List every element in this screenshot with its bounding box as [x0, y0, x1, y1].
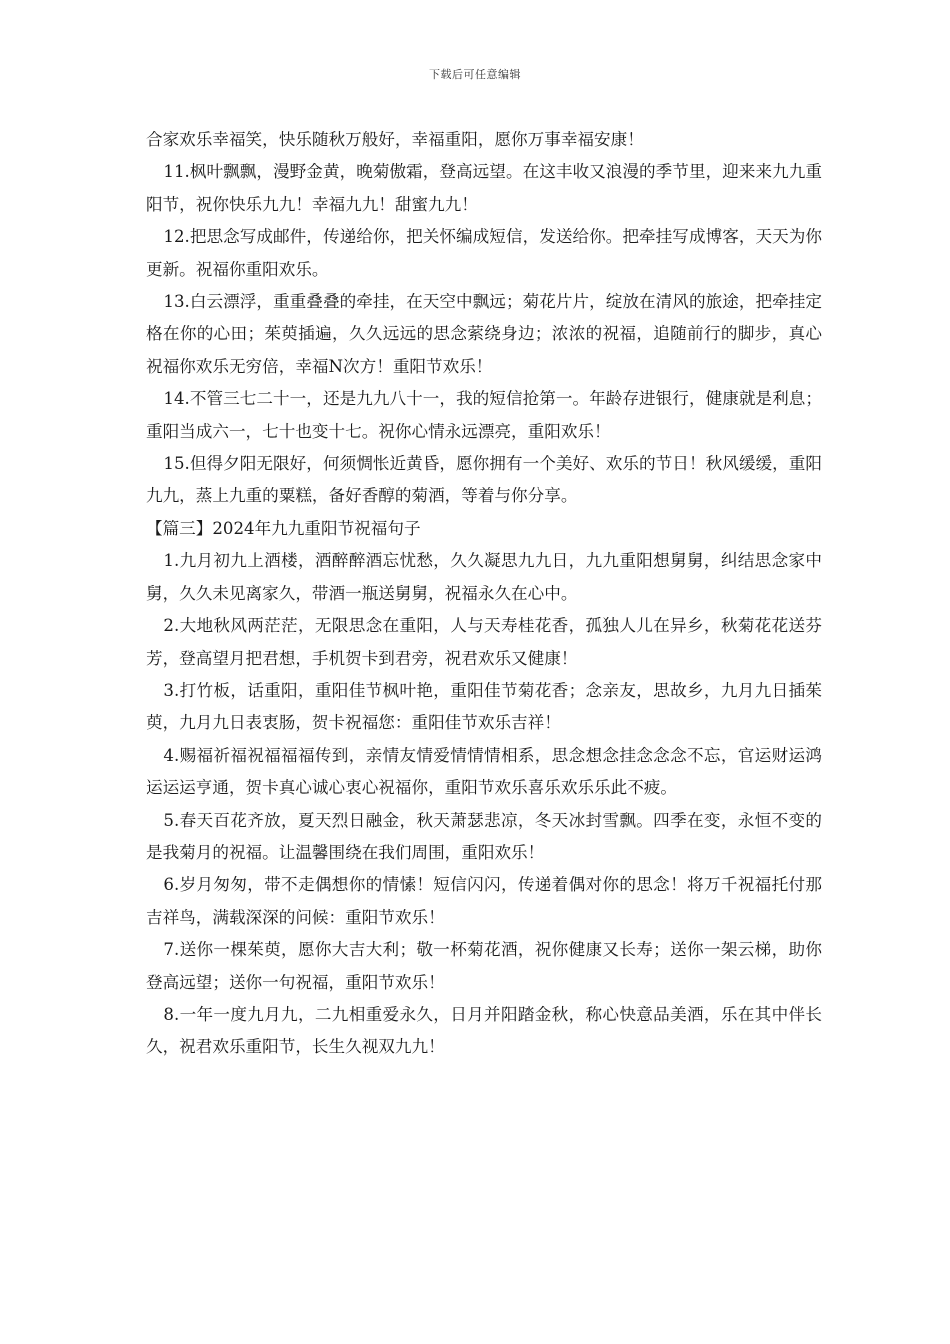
- list-item-11: 11.枫叶飘飘，漫野金黄，晚菊傲霜，登高远望。在这丰收又浪漫的季节里，迎来来九九重阳节，祝你快乐九九！幸福九九！甜蜜九九！: [146, 162, 822, 214]
- list-item-4: 4.赐福祈福祝福福福传到，亲情友情爱情情情相系，思念想念挂念念念不忘，官运财运鸿运运运亨通，贺卡真心诚心衷心祝福你，重阳节欢乐喜乐欢乐乐此不疲。: [146, 745, 822, 798]
- page-header: 下载后可任意编辑: [429, 68, 521, 81]
- list-item-14: 14.不管三七二十一，还是九九八十一，我的短信抢第一。年龄存进银行，健康就是利息；重阳当成六一，七十也变十七。祝你心情永远漂亮，重阳欢乐！: [146, 389, 822, 441]
- list-item-13: 13.白云漂浮，重重叠叠的牵挂，在天空中飘远；菊花片片，绽放在清风的旅途，把牵挂定格在你的心田；茱萸插遍，久久远远的思念萦绕身边；浓浓的祝福，追随前行的脚步，真心祝福你欢乐无穷倍，幸福N次方！重阳节欢乐！: [146, 292, 822, 376]
- list-item-8: 8.一年一度九月九，二九相重爱永久，日月并阳踏金秋，称心快意品美酒，乐在其中伴长久，祝君欢乐重阳节，长生久视双九九！: [146, 1004, 822, 1057]
- list-item-3: 3.打竹板，话重阳，重阳佳节枫叶艳，重阳佳节菊花香；念亲友，思故乡，九月九日插茱萸，九月九日表衷肠，贺卡祝福您：重阳佳节欢乐吉祥！: [146, 680, 822, 733]
- document-body: [146, 124, 822, 1064]
- list-item-5: 5.春天百花齐放，夏天烈日融金，秋天萧瑟悲凉，冬天冰封雪飘。四季在变，永恒不变的是我菊月的祝福。让温馨围绕在我们周围，重阳欢乐！: [146, 810, 822, 862]
- list-item-6: 6.岁月匆匆，带不走偶想你的情愫！短信闪闪，传递着偶对你的思念！将万千祝福托付那吉祥鸟，满载深深的问候：重阳节欢乐！: [146, 875, 822, 927]
- list-item-7: 7.送你一棵茱萸，愿你大吉大利；敬一杯菊花酒，祝你健康又长寿；送你一架云梯，助你登高远望；送你一句祝福，重阳节欢乐！: [146, 940, 822, 992]
- list-item-15: 15.但得夕阳无限好，何须惆怅近黄昏，愿你拥有一个美好、欢乐的节日！秋风缓缓，重阳九九，蒸上九重的粟糕，备好香醇的菊酒，等着与你分享。: [146, 454, 822, 506]
- list-item-2: 2.大地秋风两茫茫，无限思念在重阳，人与天寿桂花香，孤独人儿在异乡，秋菊花花送芬芳，登高望月把君想，手机贺卡到君旁，祝君欢乐又健康！: [146, 616, 822, 668]
- section-heading: 【篇三】2024年九九重阳节祝福句子: [146, 518, 421, 538]
- paragraph-continuation: 合家欢乐幸福笑，快乐随秋万般好，幸福重阳，愿你万事幸福安康！: [146, 130, 644, 149]
- list-item-1: 1.九月初九上酒楼，酒醉醉酒忘忧愁，久久凝思九九日，九九重阳想舅舅，纠结思念家中舅，久久未见离家久，带酒一瓶送舅舅，祝福永久在心中。: [146, 551, 822, 603]
- list-item-12: 12.把思念写成邮件，传递给你，把关怀编成短信，发送给你。把牵挂写成博客，天天为你更新。祝福你重阳欢乐。: [146, 227, 822, 279]
